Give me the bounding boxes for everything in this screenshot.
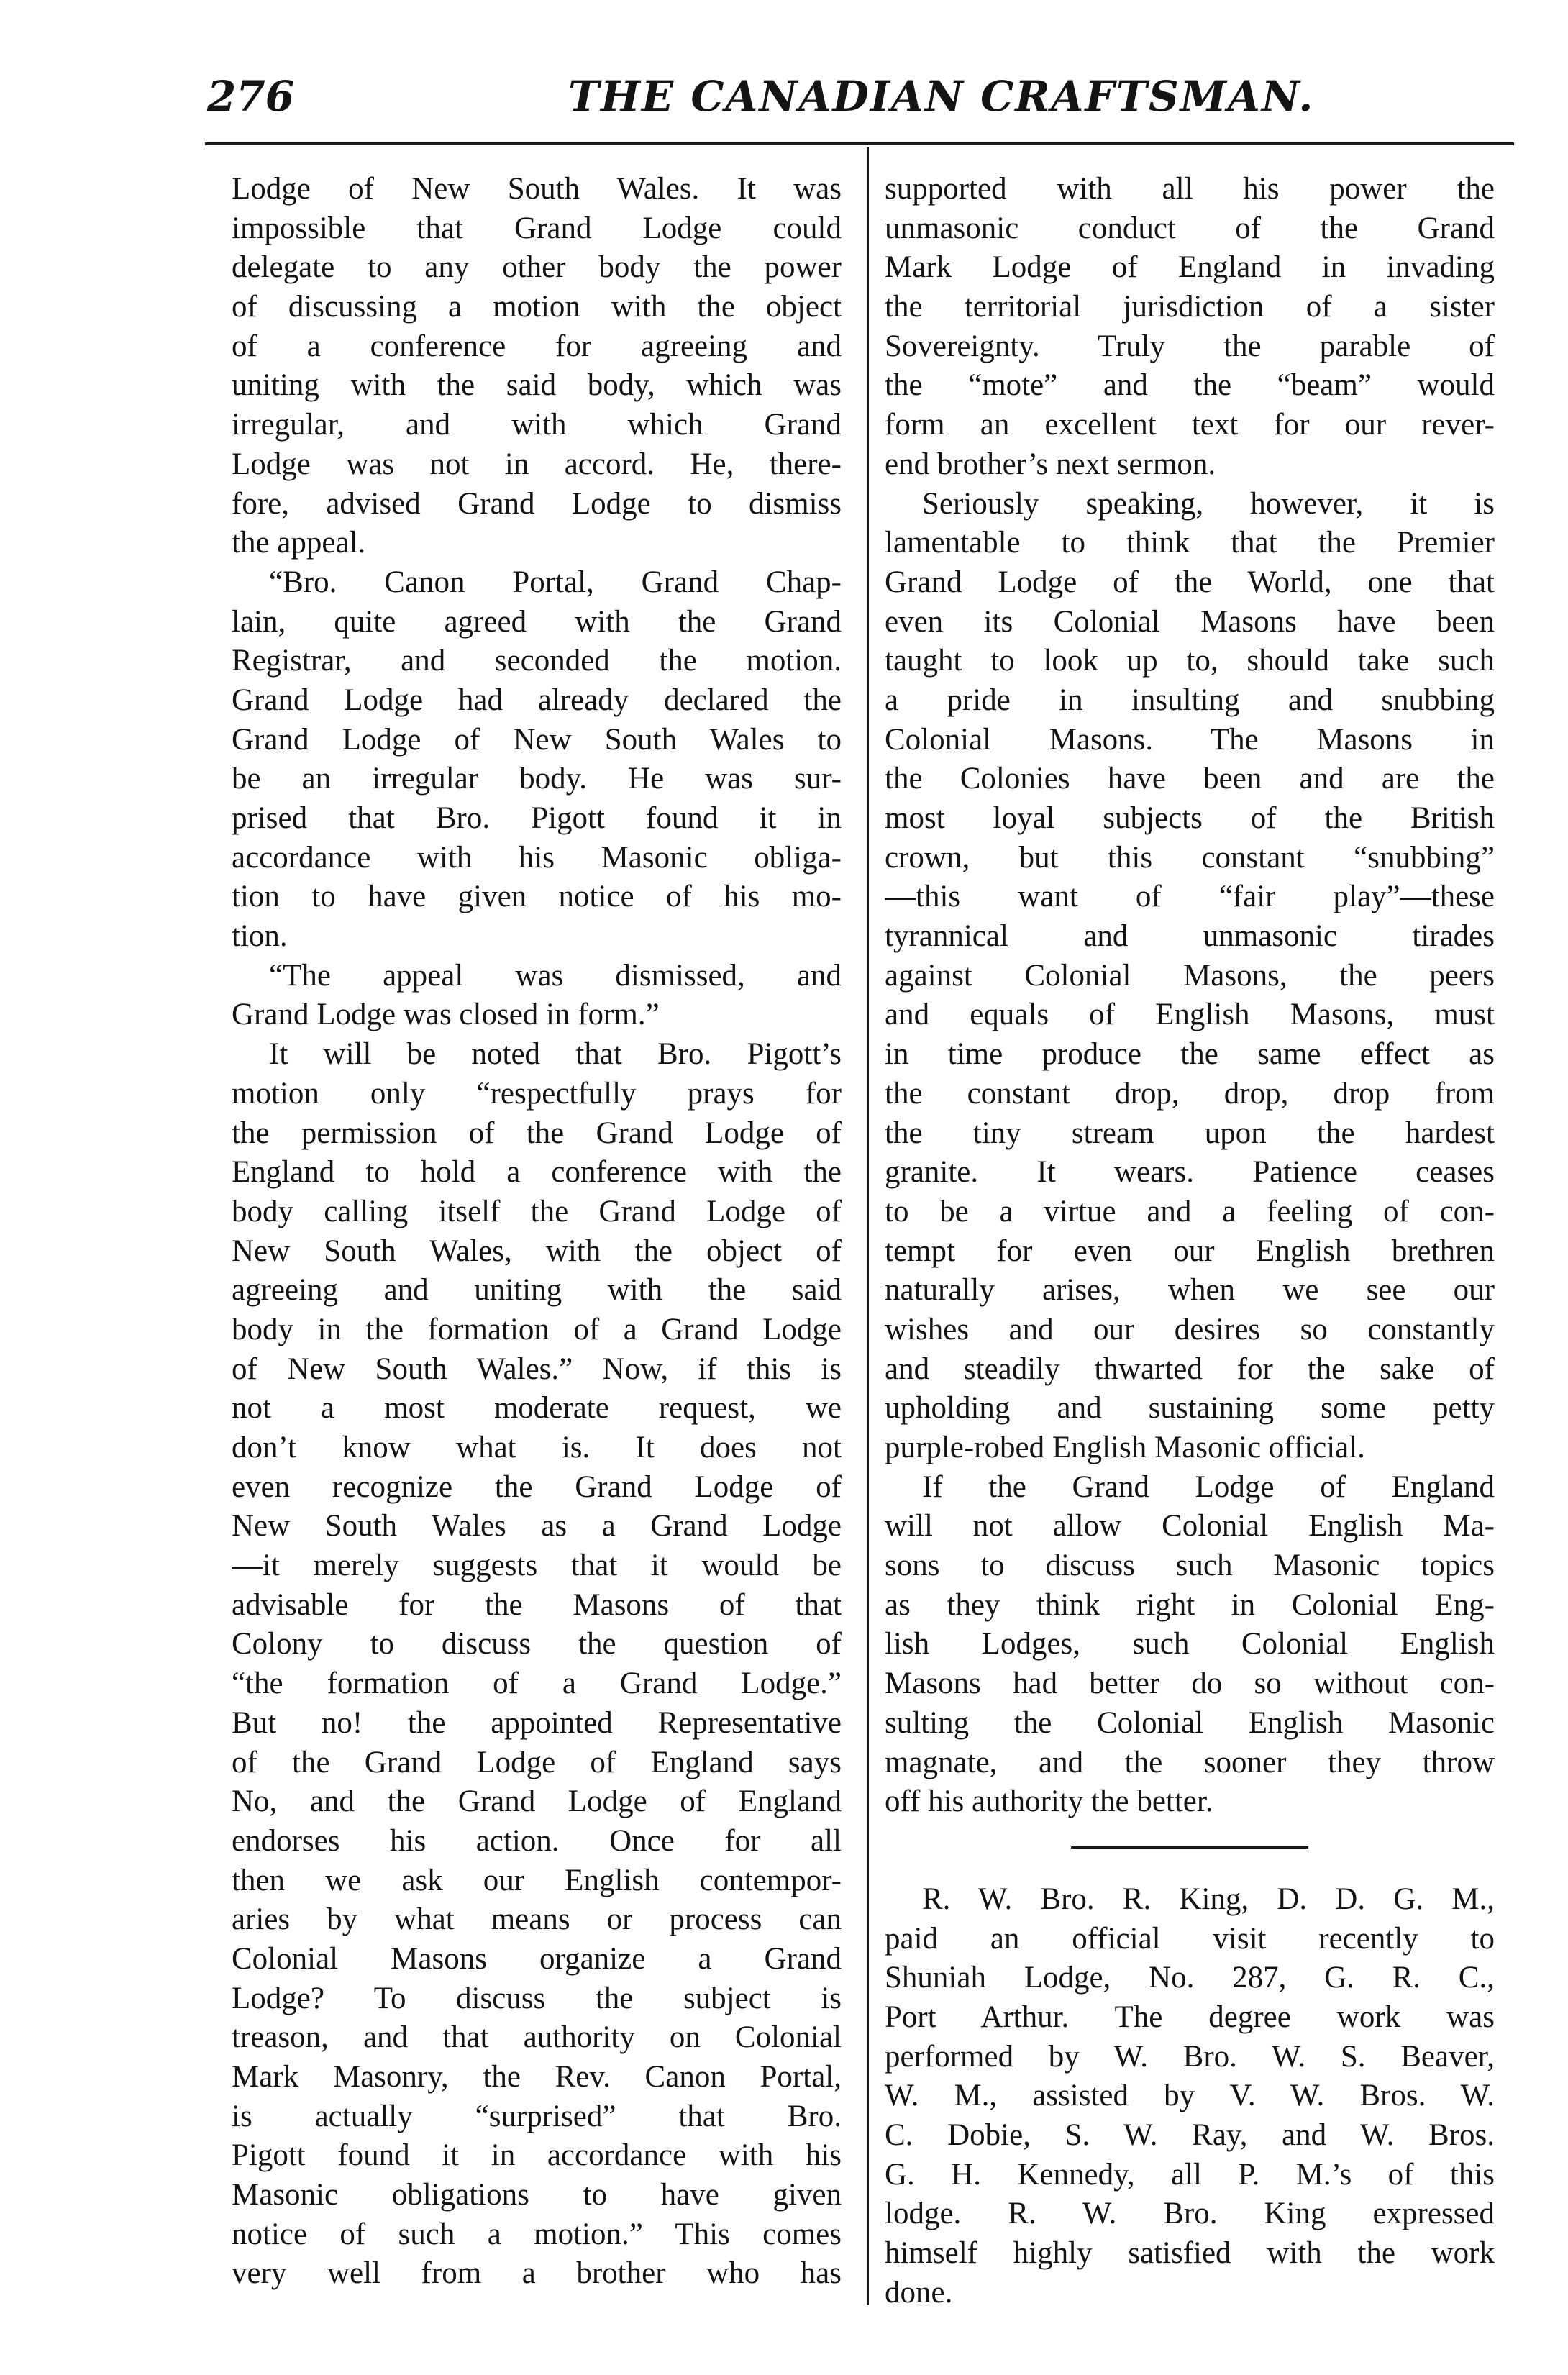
running-title: THE CANADIAN CRAFTSMAN. bbox=[568, 72, 1315, 121]
text-line: delegate to any other body the power bbox=[232, 250, 842, 285]
text-line: as they think right in Colonial Eng- bbox=[885, 1587, 1495, 1622]
text-line: R. W. Bro. R. King, D. D. G. M., bbox=[922, 1882, 1495, 1916]
text-line: of discussing a motion with the object bbox=[232, 290, 842, 324]
text-line: G. H. Kennedy, all P. M.’s of this bbox=[885, 2157, 1495, 2192]
text-line: Pigott found it in accordance with his bbox=[232, 2138, 842, 2173]
text-line: prised that Bro. Pigott found it in bbox=[232, 801, 842, 835]
text-line: treason, and that authority on Colonial bbox=[232, 2020, 842, 2055]
text-line: impossible that Grand Lodge could bbox=[232, 211, 842, 245]
text-line: lamentable to think that the Premier bbox=[885, 526, 1495, 560]
text-line: fore, advised Grand Lodge to dismiss bbox=[232, 486, 842, 521]
text-line: W. M., assisted by V. W. Bros. W. bbox=[885, 2079, 1495, 2113]
text-line: sons to discuss such Masonic topics bbox=[885, 1549, 1495, 1583]
text-line: It will be noted that Bro. Pigott’s bbox=[269, 1037, 842, 1072]
text-line: and equals of English Masons, must bbox=[885, 998, 1495, 1032]
text-line: Colony to discuss the question of bbox=[232, 1627, 842, 1661]
text-line: Lodge of New South Wales. It was bbox=[232, 172, 842, 206]
text-line: advisable for the Masons of that bbox=[232, 1587, 842, 1622]
text-line: supported with all his power the bbox=[885, 172, 1495, 206]
text-line: be an irregular body. He was sur- bbox=[232, 762, 842, 796]
text-line: Sovereignty. Truly the parable of bbox=[885, 329, 1495, 363]
text-line: of a conference for agreeing and bbox=[232, 329, 842, 363]
text-line: “The appeal was dismissed, and bbox=[269, 958, 842, 993]
right-column bbox=[885, 170, 1495, 2312]
text-line: crown, but this constant “snubbing” bbox=[885, 840, 1495, 875]
text-line: the constant drop, drop, drop from bbox=[885, 1076, 1495, 1111]
text-line: lodge. R. W. Bro. King expressed bbox=[885, 2197, 1495, 2231]
text-line: Mark Masonry, the Rev. Canon Portal, bbox=[232, 2060, 842, 2094]
text-line: But no! the appointed Representative bbox=[232, 1705, 842, 1740]
text-line: Lodge? To discuss the subject is bbox=[232, 1981, 842, 2015]
text-line: New South Wales, with the object of bbox=[232, 1234, 842, 1268]
text-line: the tiny stream upon the hardest bbox=[885, 1116, 1495, 1150]
text-line: sulting the Colonial English Masonic bbox=[885, 1705, 1495, 1740]
text-line: Port Arthur. The degree work was bbox=[885, 2000, 1495, 2034]
text-line: irregular, and with which Grand bbox=[232, 408, 842, 442]
text-line: endorses his action. Once for all bbox=[232, 1823, 842, 1858]
text-line: tempt for even our English brethren bbox=[885, 1234, 1495, 1268]
text-line: Shuniah Lodge, No. 287, G. R. C., bbox=[885, 1961, 1495, 1995]
text-line: upholding and sustaining some petty bbox=[885, 1391, 1495, 1426]
text-line: not a most moderate request, we bbox=[232, 1391, 842, 1426]
text-line: to be a virtue and a feeling of con- bbox=[885, 1194, 1495, 1228]
text-line: tion. bbox=[232, 919, 288, 954]
text-line: the Colonies have been and are the bbox=[885, 762, 1495, 796]
text-line: the territorial jurisdiction of a sister bbox=[885, 290, 1495, 324]
header-rule bbox=[205, 142, 1514, 145]
text-line: If the Grand Lodge of England bbox=[922, 1469, 1495, 1504]
text-line: aries by what means or process can bbox=[232, 1902, 842, 1937]
text-line: form an excellent text for our rever- bbox=[885, 408, 1495, 442]
text-line: even its Colonial Masons have been bbox=[885, 604, 1495, 639]
text-line: don’t know what is. It does not bbox=[232, 1431, 842, 1464]
text-line: C. Dobie, S. W. Ray, and W. Bros. bbox=[885, 2118, 1495, 2152]
text-line: Grand Lodge of New South Wales to bbox=[232, 722, 842, 757]
text-line: “the formation of a Grand Lodge.” bbox=[232, 1667, 842, 1701]
text-line: motion only “respectfully prays for bbox=[232, 1076, 842, 1111]
text-line: naturally arises, when we see our bbox=[885, 1273, 1495, 1308]
text-line: accordance with his Masonic obliga- bbox=[232, 840, 842, 875]
text-line: Registrar, and seconded the motion. bbox=[232, 644, 842, 678]
text-line: body in the formation of a Grand Lodge bbox=[232, 1312, 842, 1346]
text-line: —this want of “fair play”—these bbox=[885, 880, 1495, 914]
text-line: a pride in insulting and snubbing bbox=[885, 683, 1495, 717]
text-line: tion to have given notice of his mo- bbox=[232, 880, 842, 914]
text-line: purple-robed English Masonic official. bbox=[885, 1431, 1365, 1464]
text-line: will not allow Colonial English Ma- bbox=[885, 1509, 1495, 1544]
text-line: most loyal subjects of the British bbox=[885, 801, 1495, 835]
text-line: Mark Lodge of England in invading bbox=[885, 250, 1495, 285]
text-line: taught to look up to, should take such bbox=[885, 644, 1495, 678]
text-line: wishes and our desires so constantly bbox=[885, 1312, 1495, 1346]
page-number: 276 bbox=[207, 72, 295, 121]
text-line: himself highly satisfied with the work bbox=[885, 2236, 1495, 2271]
text-line: and steadily thwarted for the sake of bbox=[885, 1351, 1495, 1386]
text-line: unmasonic conduct of the Grand bbox=[885, 211, 1495, 245]
text-line: tyrannical and unmasonic tirades bbox=[885, 919, 1495, 954]
text-line: uniting with the said body, which was bbox=[232, 368, 842, 403]
text-line: notice of such a motion.” This comes bbox=[232, 2217, 842, 2251]
text-line: Seriously speaking, however, it is bbox=[922, 486, 1495, 521]
text-line: Lodge was not in accord. He, there- bbox=[232, 447, 842, 481]
left-column bbox=[232, 170, 842, 2294]
text-line: Grand Lodge was closed in form.” bbox=[232, 998, 660, 1032]
text-line: against Colonial Masons, the peers bbox=[885, 958, 1495, 993]
text-line: agreeing and uniting with the said bbox=[232, 1273, 842, 1308]
text-line: lish Lodges, such Colonial English bbox=[885, 1627, 1495, 1661]
text-line: of New South Wales.” Now, if this is bbox=[232, 1351, 842, 1386]
column-divider bbox=[867, 147, 869, 2305]
text-line: paid an official visit recently to bbox=[885, 1921, 1495, 1956]
text-line: done. bbox=[885, 2275, 953, 2310]
text-line: Grand Lodge had already declared the bbox=[232, 683, 842, 717]
text-line: of the Grand Lodge of England says bbox=[232, 1745, 842, 1779]
text-line: body calling itself the Grand Lodge of bbox=[232, 1194, 842, 1228]
text-line: New South Wales as a Grand Lodge bbox=[232, 1509, 842, 1544]
text-line: Grand Lodge of the World, one that bbox=[885, 565, 1495, 599]
text-line: “Bro. Canon Portal, Grand Chap- bbox=[269, 565, 842, 599]
text-line: lain, quite agreed with the Grand bbox=[232, 604, 842, 639]
text-line: —it merely suggests that it would be bbox=[232, 1549, 842, 1583]
text-line: very well from a brother who has bbox=[232, 2256, 842, 2291]
text-line: No, and the Grand Lodge of England bbox=[232, 1784, 842, 1819]
text-line: then we ask our English contempor- bbox=[232, 1863, 842, 1897]
section-divider-rule bbox=[1071, 1846, 1308, 1849]
text-line: is actually “surprised” that Bro. bbox=[232, 2099, 842, 2133]
text-line: in time produce the same effect as bbox=[885, 1037, 1495, 1072]
text-line: the appeal. bbox=[232, 526, 366, 560]
text-line: Colonial Masons. The Masons in bbox=[885, 722, 1495, 757]
text-line: end brother’s next sermon. bbox=[885, 447, 1216, 481]
text-line: Masonic obligations to have given bbox=[232, 2178, 842, 2212]
text-line: magnate, and the sooner they throw bbox=[885, 1745, 1495, 1779]
text-line: granite. It wears. Patience ceases bbox=[885, 1155, 1495, 1190]
text-line: the permission of the Grand Lodge of bbox=[232, 1116, 842, 1150]
text-line: even recognize the Grand Lodge of bbox=[232, 1469, 842, 1504]
text-line: Colonial Masons organize a Grand bbox=[232, 1941, 842, 1976]
text-line: performed by W. Bro. W. S. Beaver, bbox=[885, 2039, 1495, 2074]
text-line: Masons had better do so without con- bbox=[885, 1667, 1495, 1701]
text-line: England to hold a conference with the bbox=[232, 1155, 842, 1190]
text-line: the “mote” and the “beam” would bbox=[885, 368, 1495, 403]
text-line: off his authority the better. bbox=[885, 1784, 1213, 1819]
